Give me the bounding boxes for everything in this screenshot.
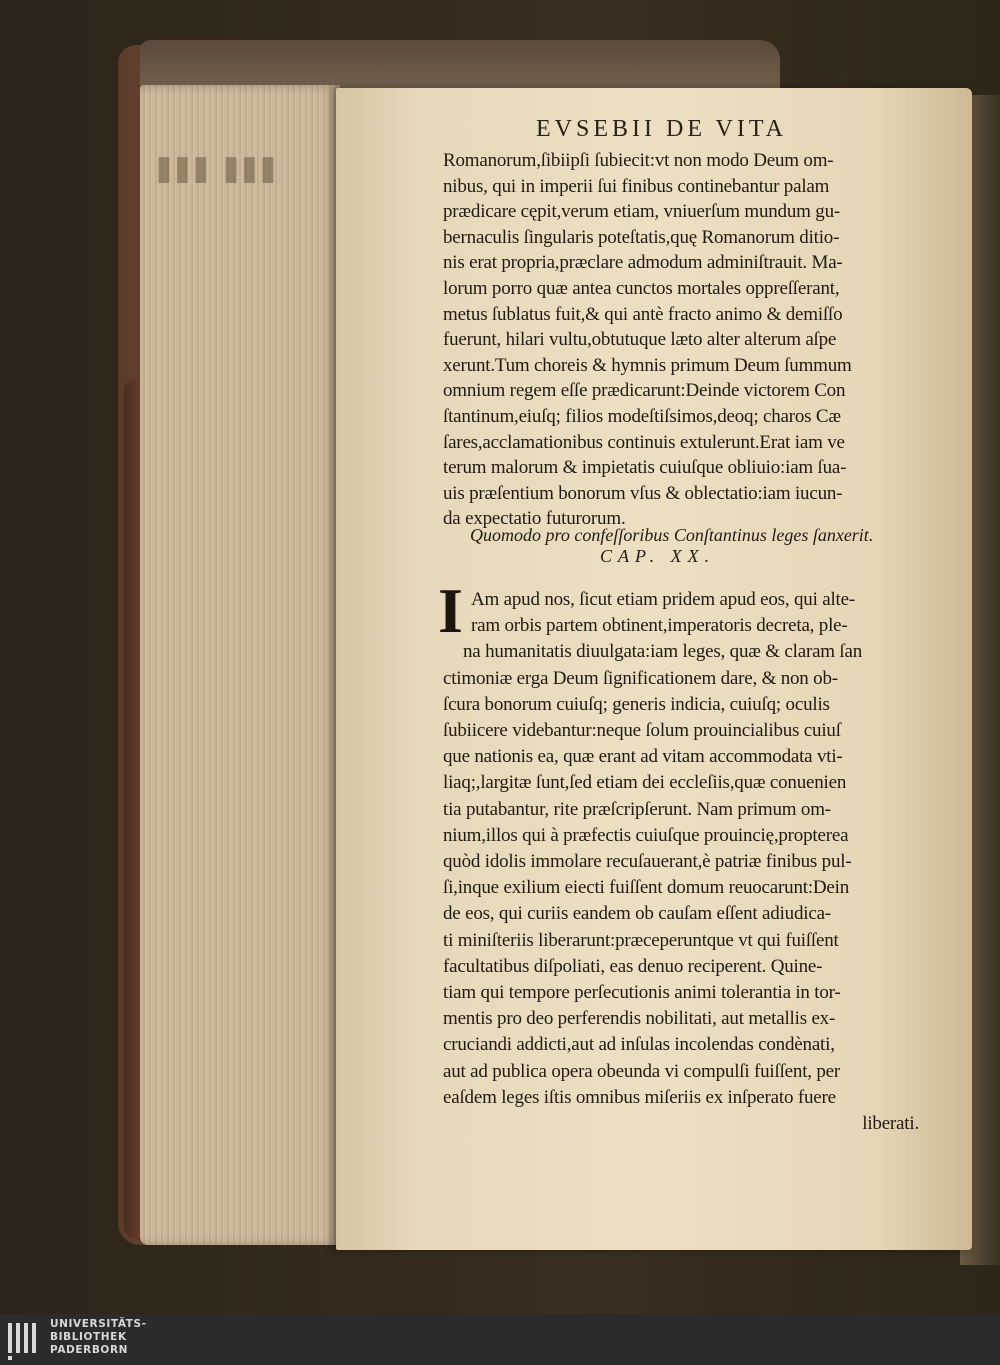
text-line: ti miniſteriis liberarunt:præceperuntque vt qui fuiſſent (443, 929, 839, 951)
chapter-number: CAP. XX. (600, 546, 716, 566)
text-line: metus ſublatus fuit,& qui antè fracto animo & demiſſo (443, 303, 843, 325)
text-line: ſi,inque exilium eiecti fuiſſent domum reuocarunt:Dein (443, 877, 850, 899)
library-name-line: UNIVERSITÄTS- (50, 1318, 147, 1330)
chapter-title: Quomodo pro confeſſoribus Conſtantinus leges ſanxerit. (470, 525, 874, 545)
text-line: xerunt.Tum choreis & hymnis primum Deum ſummum (443, 354, 852, 376)
text-line: de eos, qui curiis eandem ob cauſam eſſent adiudica- (443, 903, 831, 925)
footer-bar (0, 1314, 1000, 1365)
text-line: liaq;,largitæ ſunt,ſed etiam dei eccleſiis,quæ conuenien (443, 772, 847, 794)
text-line: prædicare cępit,verum etiam, vniuerſum mundum gu- (443, 201, 841, 223)
text-line: fuerunt, hilari vultu,obtutuque læto alter alterum aſpe (443, 329, 837, 351)
text-line: eaſdem leges iſtis omnibus miſeriis ex inſperato fuere (443, 1086, 836, 1108)
text-line: bernaculis ſingularis poteſtatis,quę Romanorum ditio- (443, 226, 840, 248)
library-name-line: PADERBORN (50, 1344, 129, 1356)
text-line: nis erat propria,præclare admodum adminiſtrauit. Ma- (443, 252, 843, 274)
text-line: omnium regem eſſe prædicarunt:Deinde victorem Con (443, 380, 846, 402)
text-line: nium,illos qui à præfectis cuiuſque prouincię,propterea (443, 824, 849, 846)
running-head: EVSEBII DE VITA (536, 116, 787, 142)
text-line: ram orbis partem obtinent,imperatoris decreta, ple- (471, 615, 848, 637)
text-line: da expectatio futurorum. (443, 508, 626, 530)
text-line: ctimoniæ erga Deum ſignificationem dare, & non ob- (443, 667, 838, 689)
text-line: ſubiicere videbantur:neque ſolum prouincialibus cuiuſ (443, 720, 841, 742)
library-logo-icon (6, 1319, 42, 1361)
text-line: facultatibus diſpoliati, eas denuo reciperent. Quine- (443, 955, 823, 977)
edge-inscription-mark: ▮▮▮ ▮▮▮ (156, 148, 279, 188)
text-line: nibus, qui in imperii ſui finibus continebantur palam (443, 175, 830, 197)
text-line: lorum porro quæ antea cunctos mortales oppreſſerant, (443, 277, 840, 299)
text-line: tia putabantur, rite præſcripſerunt. Nam primum om- (443, 798, 831, 820)
library-name (50, 1318, 147, 1357)
chapter-end-text (443, 148, 933, 532)
text-line: Am apud nos, ſicut etiam pridem apud eos, qui alte- (471, 589, 855, 610)
text-line: aut ad publica opera obeunda vi compulſi fuiſſent, per (443, 1060, 841, 1082)
library-name-line: BIBLIOTHEK (50, 1331, 127, 1343)
text-line: ſtantinum,eiuſq; filios modeſtiſsimos,deoq; charos Cæ (443, 405, 841, 427)
text-line: uis præſentium bonorum vſus & oblectatio:iam iucun- (443, 482, 843, 504)
text-line: ſcura bonorum cuiuſq; generis indicia, cuiuſq; oculis (443, 693, 830, 715)
drop-cap: I (438, 575, 463, 646)
text-line: ſares,acclamationibus continuis extulerunt.Erat iam ve (443, 431, 845, 453)
text-line: mentis pro deo perferendis nobilitati, aut metallis ex- (443, 1008, 836, 1030)
text-line: liberati. (862, 1113, 919, 1135)
text-line: que nationis ea, quæ erant ad vitam accommodata vti- (443, 746, 843, 768)
page-edges (140, 85, 340, 1245)
text-line: na humanitatis diuulgata:iam leges, quæ & claram ſan (463, 641, 863, 663)
chapter-text (443, 587, 933, 1137)
text-line: Romanorum,ſibiipſi ſubiecit:vt non modo Deum om- (443, 150, 834, 171)
text-line: quòd idolis immolare recuſauerant,è patriæ finibus pul- (443, 851, 852, 873)
text-line: cruciandi addicti,aut ad inſulas incolendas condènati, (443, 1034, 835, 1056)
text-line: terum malorum & impietatis cuiuſque obliuio:iam ſua- (443, 457, 847, 479)
text-line: tiam qui tempore perſecutionis animi tolerantia in tor- (443, 982, 841, 1004)
